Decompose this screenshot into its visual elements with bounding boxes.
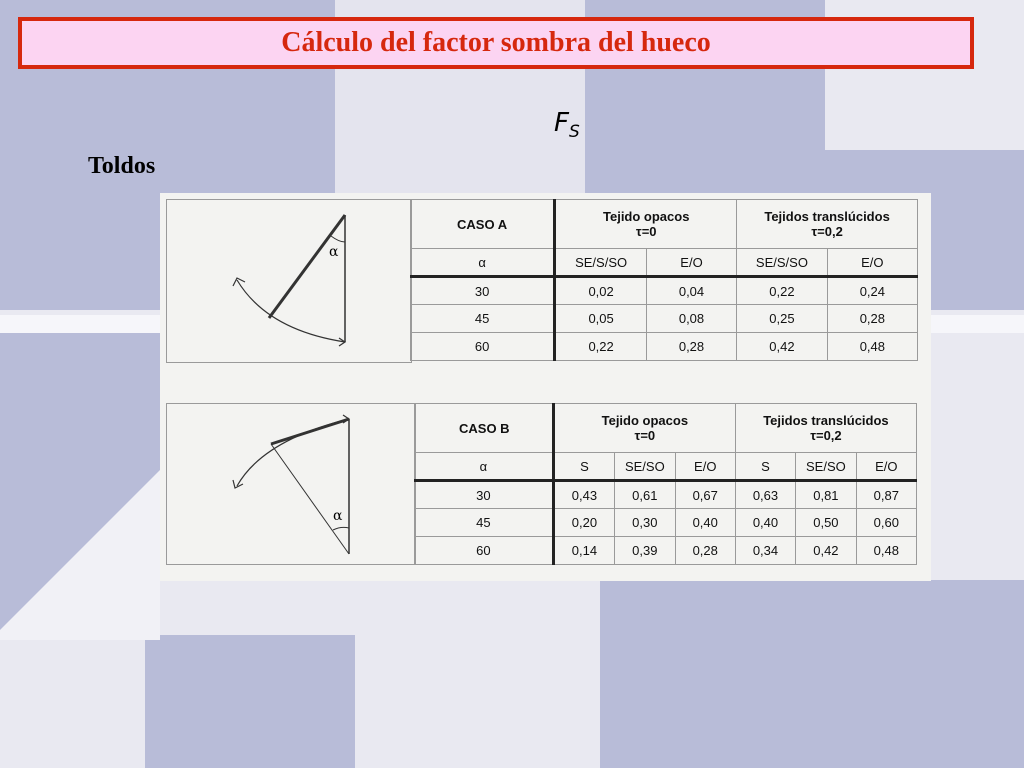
header-translucent xyxy=(737,200,918,249)
alpha-cell: 60 xyxy=(411,333,555,361)
subheader: SE/S/SO xyxy=(555,249,647,277)
header-translucent-label: Tejidos translúcidos xyxy=(763,413,889,428)
fs-letter: F xyxy=(554,108,569,138)
table-row xyxy=(415,537,917,565)
value-cell: 0,20 xyxy=(553,509,614,537)
value-cell: 0,08 xyxy=(646,305,736,333)
value-cell: 0,87 xyxy=(856,481,916,509)
header-opaque xyxy=(555,200,737,249)
subheader: S xyxy=(553,453,614,481)
table-caso-a xyxy=(410,199,918,361)
alpha-label-b: α xyxy=(333,508,343,524)
value-cell: 0,28 xyxy=(675,537,735,565)
subheader: E/O xyxy=(856,453,916,481)
alpha-cell: 30 xyxy=(415,481,554,509)
value-cell: 0,40 xyxy=(675,509,735,537)
header-opaque-label: Tejido opacos xyxy=(601,413,689,428)
value-cell: 0,14 xyxy=(553,537,614,565)
table-caso-b xyxy=(414,403,917,565)
table-row xyxy=(411,277,918,305)
header-translucent-label: Tejidos translúcidos xyxy=(764,209,890,224)
table-row xyxy=(411,333,918,361)
alpha-cell: 60 xyxy=(415,537,554,565)
header-translucent-tau: τ=0,2 xyxy=(811,224,843,239)
value-cell: 0,34 xyxy=(735,537,795,565)
alpha-label-a: α xyxy=(329,244,339,260)
value-cell: 0,81 xyxy=(796,481,857,509)
value-cell: 0,40 xyxy=(735,509,795,537)
header-opaque-tau: τ=0 xyxy=(634,428,656,443)
value-cell: 0,22 xyxy=(555,333,647,361)
subheader: SE/SO xyxy=(615,453,676,481)
value-cell: 0,28 xyxy=(646,333,736,361)
alpha-cell: 45 xyxy=(411,305,555,333)
header-opaque-label: Tejido opacos xyxy=(603,209,690,224)
fs-subscript: S xyxy=(568,122,580,143)
value-cell: 0,42 xyxy=(796,537,857,565)
alpha-cell: 45 xyxy=(415,509,554,537)
value-cell: 0,25 xyxy=(737,305,828,333)
header-opaque xyxy=(553,404,735,453)
header-opaque-tau: τ=0 xyxy=(635,224,657,239)
table-row xyxy=(415,509,917,537)
value-cell: 0,39 xyxy=(615,537,676,565)
header-translucent xyxy=(735,404,916,453)
subheader: S xyxy=(735,453,795,481)
table-row xyxy=(415,481,917,509)
shading-factor-symbol xyxy=(554,108,580,142)
value-cell: 0,67 xyxy=(675,481,735,509)
value-cell: 0,42 xyxy=(737,333,828,361)
subheader: SE/S/SO xyxy=(737,249,828,277)
value-cell: 0,22 xyxy=(737,277,828,305)
alpha-header: α xyxy=(411,249,555,277)
value-cell: 0,48 xyxy=(856,537,916,565)
subheader: SE/SO xyxy=(796,453,857,481)
awning-diagram-a xyxy=(166,199,412,363)
subheader: E/O xyxy=(646,249,736,277)
header-translucent-tau: τ=0,2 xyxy=(810,428,842,443)
value-cell: 0,02 xyxy=(555,277,647,305)
case-label: CASO B xyxy=(415,404,554,453)
value-cell: 0,61 xyxy=(615,481,676,509)
value-cell: 0,24 xyxy=(827,277,917,305)
table-row xyxy=(411,305,918,333)
value-cell: 0,43 xyxy=(553,481,614,509)
case-label: CASO A xyxy=(411,200,555,249)
value-cell: 0,63 xyxy=(735,481,795,509)
value-cell: 0,30 xyxy=(615,509,676,537)
slide-title: Cálculo del factor sombra del hueco xyxy=(281,27,711,58)
value-cell: 0,28 xyxy=(827,305,917,333)
value-cell: 0,50 xyxy=(796,509,857,537)
title-banner xyxy=(18,17,974,69)
alpha-cell: 30 xyxy=(411,277,555,305)
section-label: Toldos xyxy=(88,153,156,179)
value-cell: 0,04 xyxy=(646,277,736,305)
awning-diagram-b xyxy=(166,403,416,565)
value-cell: 0,48 xyxy=(827,333,917,361)
subheader: E/O xyxy=(675,453,735,481)
value-cell: 0,60 xyxy=(856,509,916,537)
alpha-header: α xyxy=(415,453,554,481)
subheader: E/O xyxy=(827,249,917,277)
value-cell: 0,05 xyxy=(555,305,647,333)
